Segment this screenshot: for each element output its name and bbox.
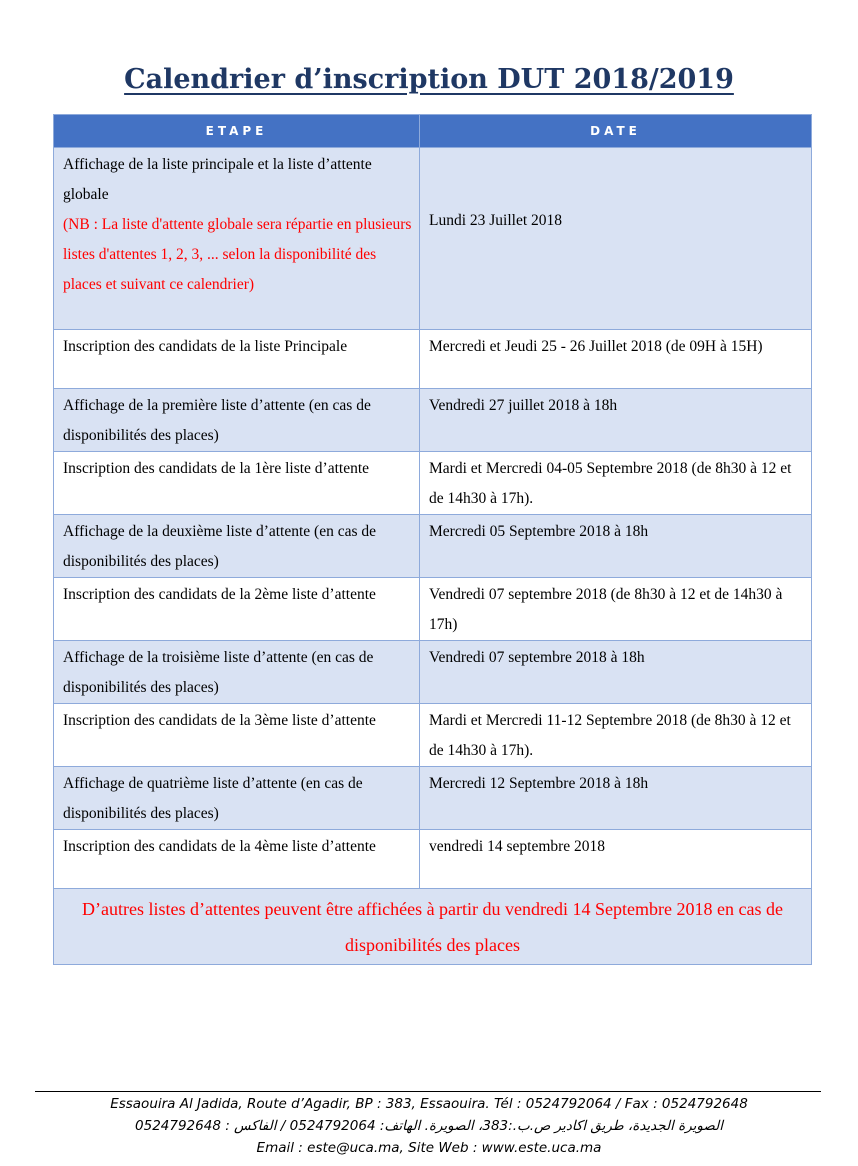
etape-cell: Inscription des candidats de la 1ère liste d’attente xyxy=(54,452,420,515)
page-title: Calendrier d’inscription DUT 2018/2019 xyxy=(124,64,734,95)
etape-cell: Affichage de quatrième liste d’attente (en cas de disponibilités des places) xyxy=(54,767,420,830)
table-row xyxy=(54,641,812,704)
nb-note: (NB : La liste d'attente globale sera répartie en plusieurs listes d'attentes 1, 2, 3, ... selon la disponibilité des places et suivant ce calendrier) xyxy=(63,216,412,293)
footer-note: D’autres listes d’attentes peuvent être affichées à partir du vendredi 14 Septembre 2018 en cas de disponibilités des places xyxy=(54,889,812,965)
date-cell: Vendredi 07 septembre 2018 à 18h xyxy=(420,641,812,704)
table-footer-row xyxy=(54,889,812,965)
table-header-row xyxy=(54,115,812,148)
footer-address: Essaouira Al Jadida, Route d’Agadir, BP : 383, Essaouira. Tél : 0524792064 / Fax : 0524792648 xyxy=(110,1096,748,1112)
etape-cell: Affichage de la deuxième liste d’attente (en cas de disponibilités des places) xyxy=(54,515,420,578)
date-cell: Mercredi 05 Septembre 2018 à 18h xyxy=(420,515,812,578)
etape-cell: Affichage de la première liste d’attente (en cas de disponibilités des places) xyxy=(54,389,420,452)
header-date: DATE xyxy=(420,115,812,148)
etape-cell: Inscription des candidats de la 3ème liste d’attente xyxy=(54,704,420,767)
etape-text: Affichage de la liste principale et la liste d’attente globale xyxy=(63,156,372,203)
calendar-table xyxy=(53,114,812,965)
date-cell: Mardi et Mercredi 04-05 Septembre 2018 (de 8h30 à 12 et de 14h30 à 17h). xyxy=(420,452,812,515)
table-row xyxy=(54,767,812,830)
date-cell: Vendredi 07 septembre 2018 (de 8h30 à 12 et de 14h30 à 17h) xyxy=(420,578,812,641)
date-cell: Mercredi 12 Septembre 2018 à 18h xyxy=(420,767,812,830)
footer-divider xyxy=(35,1091,821,1092)
etape-cell: Affichage de la troisième liste d’attente (en cas de disponibilités des places) xyxy=(54,641,420,704)
date-cell: Vendredi 27 juillet 2018 à 18h xyxy=(420,389,812,452)
table-row xyxy=(54,704,812,767)
page-footer xyxy=(0,1093,858,1159)
etape-cell xyxy=(54,148,420,330)
date-cell: vendredi 14 septembre 2018 xyxy=(420,830,812,889)
footer-address-arabic: الصويرة الجديدة، طريق اكادير ص.ب.:383، الصويرة. الهاتف: 0524792064 / الفاكس : 0524792648 xyxy=(135,1118,723,1134)
table-row xyxy=(54,578,812,641)
table-row xyxy=(54,330,812,389)
table-row xyxy=(54,148,812,330)
etape-cell: Inscription des candidats de la 2ème liste d’attente xyxy=(54,578,420,641)
header-etape: ETAPE xyxy=(54,115,420,148)
etape-cell: Inscription des candidats de la 4ème liste d’attente xyxy=(54,830,420,889)
table-row xyxy=(54,389,812,452)
etape-cell: Inscription des candidats de la liste Principale xyxy=(54,330,420,389)
date-cell: Mardi et Mercredi 11-12 Septembre 2018 (de 8h30 à 12 et de 14h30 à 17h). xyxy=(420,704,812,767)
table-row xyxy=(54,452,812,515)
table-row xyxy=(54,515,812,578)
table-row xyxy=(54,830,812,889)
date-cell: Lundi 23 Juillet 2018 xyxy=(420,148,812,330)
footer-contact: Email : este@uca.ma, Site Web : www.este.uca.ma xyxy=(256,1140,602,1156)
date-cell: Mercredi et Jeudi 25 - 26 Juillet 2018 (de 09H à 15H) xyxy=(420,330,812,389)
